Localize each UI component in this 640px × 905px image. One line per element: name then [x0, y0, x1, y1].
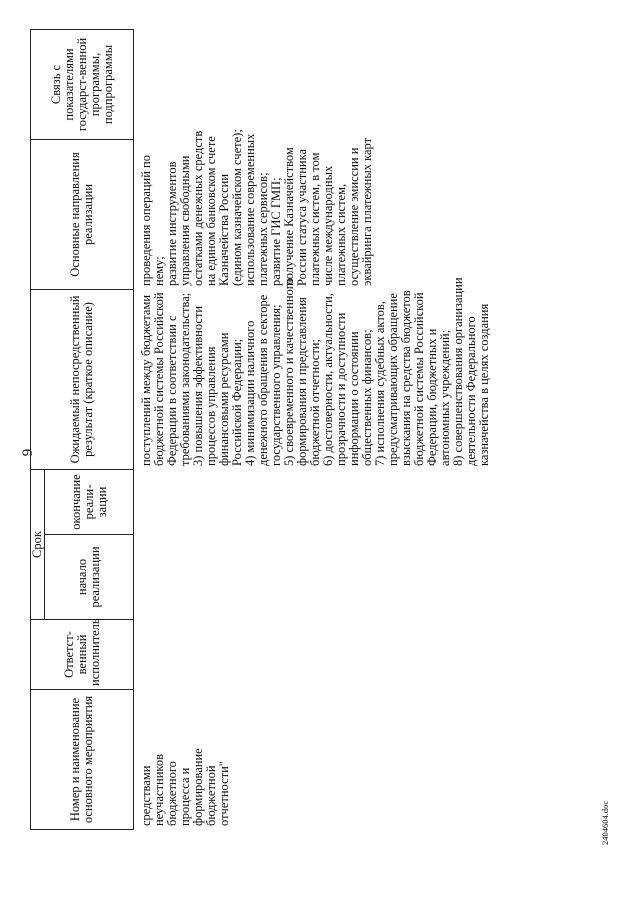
header-end: окончание реали-зации — [45, 469, 134, 534]
cell-line: проведения операций по — [139, 155, 153, 286]
cell-line: нему; — [152, 256, 166, 286]
cell-line: Российской Федерации; — [230, 338, 244, 466]
cell-line: бюджетного — [165, 761, 179, 826]
header-responsible: Ответст-венный исполнитель — [31, 620, 134, 690]
cell-line: развитие инструментов — [165, 161, 179, 286]
cell-line: платежных сервисов; — [256, 172, 270, 286]
cell-line: на едином банковском счете — [204, 136, 218, 286]
cell-line: неучастников — [152, 754, 166, 826]
cell-line: процесса и — [178, 767, 192, 826]
cell-line: управления свободными — [178, 155, 192, 286]
cell-line: 5) своевременного и качественного — [282, 278, 296, 466]
cell-line: 3) повышения эффективности — [191, 305, 205, 466]
cell-line: 4) минимизации наличного — [243, 320, 257, 466]
cell-line: денежного обращения в секторе — [256, 294, 270, 466]
cell-line: государственного управления; — [269, 304, 283, 466]
cell-end — [134, 469, 492, 534]
cell-line: России статуса участника — [295, 148, 309, 286]
cell-line: взыскания на средства бюджетов — [399, 290, 413, 466]
header-expected-result: Ожидаемый непосредственный результат (краткое описание) — [31, 289, 134, 469]
header-activity: Номер и наименование основного мероприятия — [31, 690, 134, 830]
cell-start — [134, 535, 492, 620]
cell-line: прозрачности и доступности — [334, 312, 348, 466]
header-term: Срок — [31, 469, 45, 619]
cell-line: финансовыми ресурсами — [217, 332, 231, 466]
cell-line: формирования и представления — [295, 297, 309, 466]
cell-expected-result — [134, 277, 492, 469]
cell-line: числе международных — [321, 165, 335, 286]
cell-line: бюджетной отчетности; — [308, 339, 322, 466]
cell-line: предусматривающих обращение — [386, 293, 400, 466]
cell-line: общественных финансов; — [360, 329, 374, 466]
cell-line: эквайринга платежных карт — [360, 137, 374, 286]
cell-responsible — [134, 620, 492, 690]
cell-line: средствами — [139, 765, 153, 826]
cell-line: бюджетной системы Российской — [412, 292, 426, 466]
cell-line: бюджетной — [204, 765, 218, 826]
cell-line: использование современных — [243, 133, 257, 286]
cell-line: бюджетной системы Российской — [152, 292, 166, 466]
cell-line: развитие ГИС ГМП; — [269, 177, 283, 286]
document-code: 2404604.doc — [600, 800, 610, 845]
cell-line: Казначейства России — [217, 173, 231, 286]
cell-line: остатками денежных средств — [191, 130, 205, 286]
cell-line: получение Казначейством — [282, 147, 296, 286]
cell-line: 6) достоверности, актуальности, — [321, 293, 335, 466]
activities-table — [30, 29, 491, 830]
cell-line: отчетности" — [217, 761, 231, 826]
cell-line: деятельности Федерального — [464, 316, 478, 466]
cell-line: Федерации в соответствии с — [165, 315, 179, 466]
cell-line: платежных систем, в том — [308, 152, 322, 286]
cell-line: информации о состоянии — [347, 331, 361, 466]
cell-line: казначейства в целях создания — [477, 303, 491, 466]
cell-indicators-link — [134, 29, 492, 139]
cell-line: процессов управления — [204, 346, 218, 466]
cell-line: требованиями законодательства; — [178, 292, 192, 466]
cell-line: (едином казначейском счете); — [230, 129, 244, 286]
cell-activity — [134, 690, 492, 830]
cell-line: осуществление эмиссии и — [347, 147, 361, 286]
table-row — [134, 29, 492, 829]
table-container — [30, 0, 491, 830]
cell-line: поступлений между бюджетами — [139, 294, 153, 466]
cell-line: Федерации, бюджетных и — [425, 328, 439, 466]
cell-line: автономных учреждений; — [438, 329, 452, 466]
cell-line: 7) исполнения судебных актов, — [373, 301, 387, 466]
cell-directions — [134, 129, 492, 289]
cell-line: платежных систем, — [334, 183, 348, 286]
cell-line: формирование — [191, 748, 205, 826]
cell-line: 8) совершенствования организации — [451, 277, 465, 466]
header-row-top — [31, 29, 45, 829]
header-directions: Основные направления реализации — [31, 139, 134, 289]
header-indicators-link: Связь с показателями государст-венной программы, подпрограммы — [31, 29, 134, 139]
header-start: начало реализации — [45, 535, 134, 620]
page-number: 9 — [20, 448, 36, 457]
